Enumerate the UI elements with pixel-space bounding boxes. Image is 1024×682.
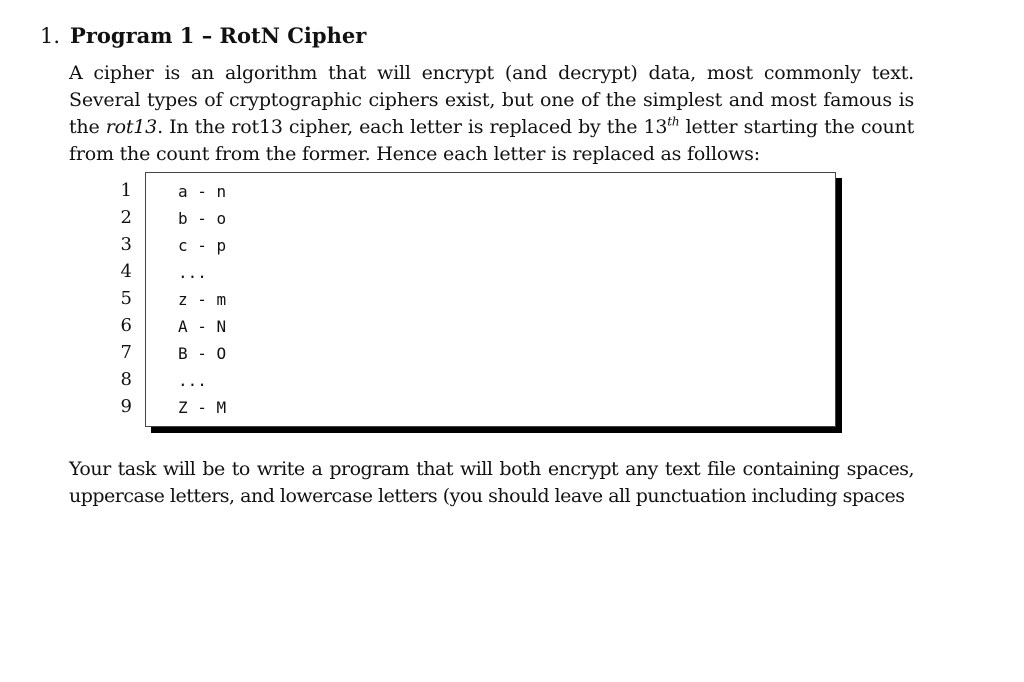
code-line: Z - M [178, 398, 227, 417]
intro-superscript: th [667, 114, 680, 129]
code-line: ... [178, 263, 207, 282]
code-line: b - o [178, 209, 227, 228]
line-number: 4 [120, 261, 132, 282]
code-line: z - m [178, 290, 227, 309]
code-line: a - n [178, 182, 227, 201]
code-listing-box [145, 172, 836, 427]
intro-text-a: A cipher is an algorithm that will encrypt (and decrypt) data, most commonly text. Several types of cryptographic ciphers exist, but one of the simplest and most famous is the [69, 62, 914, 138]
line-number: 8 [120, 369, 132, 390]
line-number: 5 [120, 288, 132, 309]
section-title: Program 1 – RotN Cipher [70, 23, 367, 48]
line-number: 3 [120, 234, 132, 255]
line-number: 2 [120, 207, 132, 228]
code-line: B - O [178, 344, 227, 363]
intro-text-c: letter starting the count from the count from the former. Hence each letter is replaced as follows: [69, 116, 915, 165]
intro-italic-rot13: rot13 [105, 116, 158, 138]
code-line: ... [178, 371, 207, 390]
intro-paragraph [69, 60, 914, 168]
line-number: 7 [120, 342, 132, 363]
code-line: c - p [178, 236, 227, 255]
line-number: 9 [120, 396, 132, 417]
code-line: A - N [178, 317, 227, 336]
line-number: 1 [120, 180, 132, 201]
intro-text-b: . In the rot13 cipher, each letter is replaced by the 13 [157, 116, 668, 138]
section-heading [40, 22, 366, 50]
section-number: 1. [40, 24, 61, 48]
task-paragraph: Your task will be to write a program that will both encrypt any text file containing spaces, uppercase letters, and lowercase letters (you should leave all punctuation including spaces [69, 458, 914, 507]
line-number: 6 [120, 315, 132, 336]
